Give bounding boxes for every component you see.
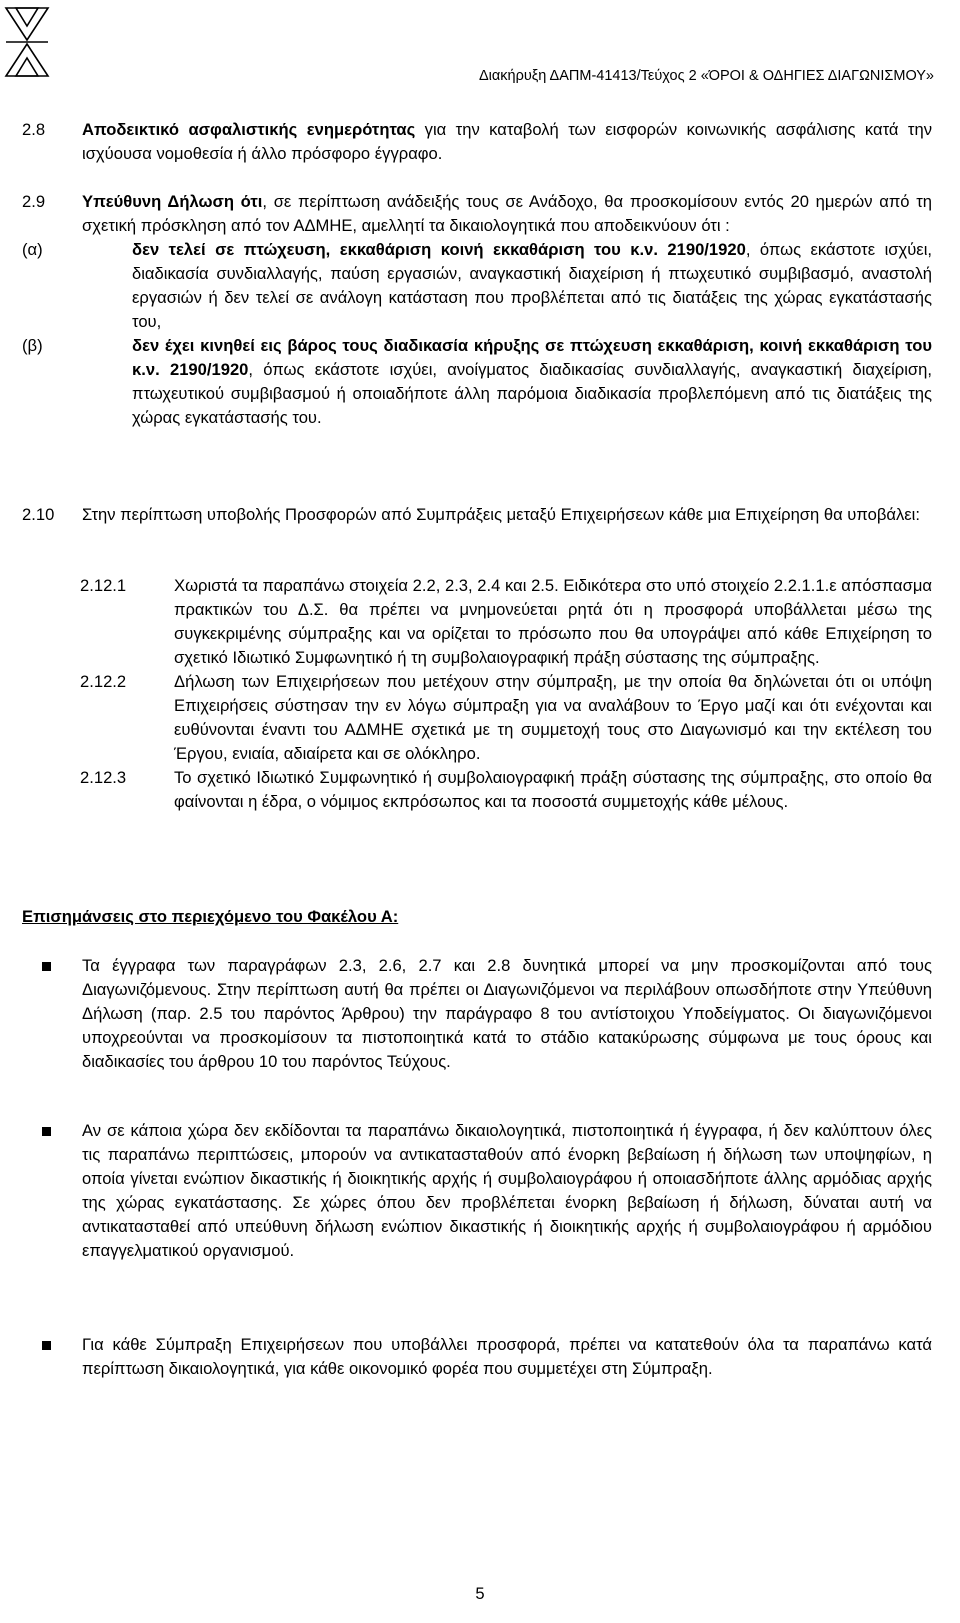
section-body xyxy=(82,190,932,238)
section-bold-title: Αποδεικτικό ασφαλιστικής ενημερότητας xyxy=(82,120,416,139)
item-a xyxy=(22,238,932,334)
notes-section xyxy=(22,905,932,929)
item-body xyxy=(132,238,932,334)
section-body: Στην περίπτωση υποβολής Προσφορών από Συμπράξεις μεταξύ Επιχειρήσεων κάθε μια Επιχείρηση θα υποβάλει: xyxy=(82,505,920,524)
subsection-list xyxy=(22,574,932,814)
page-number: 5 xyxy=(475,1584,485,1603)
bullet-1 xyxy=(22,954,932,1074)
bullet-text: Για κάθε Σύμπραξη Επιχειρήσεων που υποβάλλει προσφορά, πρέπει να κατατεθούν όλα τα παραπάνω κατά περίπτωση δικαιολογητικά, για κάθε οικονομικό φορέα που συμμετέχει στη Σύμπραξη. xyxy=(82,1335,932,1378)
item-text: , όπως εκάστοτε ισχύει, ανοίγματος διαδικασίας συνδιαλλαγής, αναγκαστική διαχείριση, πτωχευτικού συμβιβασμού ή οποιαδήποτε άλλη παρόμοια διαδικασία προβλεπόμενη από τις διατάξεις της χώρας εγκατάστασής του. xyxy=(132,360,932,427)
square-bullet-icon xyxy=(42,1127,51,1136)
item-label: (α) xyxy=(22,240,43,259)
bullet-text: Αν σε κάποια χώρα δεν εκδίδονται τα παραπάνω δικαιολογητικά, πιστοποιητικά ή έγγραφα, ή δεν καλύπτουν όλες τις παραπάνω περιπτώσεις, μπορούν να αντικατασταθούν από ένορκη βεβαίωση ή δήλωση των υποψηφίων, η οποία γίνεται ενώπιον δικαστικής ή διοικητικής αρχής ή συμβολαιογράφου ή οποιασδήποτε άλλης αρμόδιας αρχής της χώρας εγκατάστασης. Σε χώρες όπου δεν προβλέπεται ένορκη βεβαίωση ή δήλωση, δύναται αυτή να αντικατασταθεί από υπεύθυνη δήλωση ενώπιον δικαστικής ή διοικητικής αρχής ή συμβολαιογράφου ή αρμόδιου επαγγελματικού οργανισμού. xyxy=(82,1121,932,1260)
section-body xyxy=(82,118,932,166)
item-label: (β) xyxy=(22,336,43,355)
subsection-text: Το σχετικό Ιδιωτικό Συμφωνητικό ή συμβολαιογραφική πράξη σύστασης της σύμπραξης, στο οποίο θα φαίνονται η έδρα, ο νόμιμος εκπρόσωπος και τα ποσοστά συμμετοχής κάθε μέλους. xyxy=(174,768,932,811)
section-text: για την καταβολή των εισφορών κοινωνικής ασφάλισης κατά την ισχύουσα νομοθεσία ή άλλο πρόσφορο έγγραφο. xyxy=(82,120,932,163)
bullet-text: Τα έγγραφα των παραγράφων 2.3, 2.6, 2.7 και 2.8 δυνητικά μπορεί να μην προσκομίζονται από τους Διαγωνιζόμενους. Στην περίπτωση αυτή θα πρέπει οι Διαγωνιζόμενοι να περιλάβουν οπωσδήποτε στην Υπεύθυνη Δήλωση (παρ. 2.5 του παρόντος Άρθρου) την παράγραφο 8 του αντίστοιχου Υποδείγματος. Οι διαγωνιζόμενοι υποχρεούνται να προσκομίσουν τα πιστοποιητικά κατά το στάδιο κατακύρωσης σύμφωνα με τους όρους και διαδικασίες του άρθρου 10 του παρόντος Τεύχους. xyxy=(82,956,932,1071)
section-text: , σε περίπτωση ανάδειξής τους σε Ανάδοχο, θα προσκομίσουν εντός 20 ημερών από τη σχετική πρόσκληση από τον ΑΔΜΗΕ, αμελλητί τα δικαιολογητικά που αποδεικνύουν ότι : xyxy=(82,192,932,235)
subsection-2-12-1 xyxy=(22,574,932,670)
subsection-number: 2.12.1 xyxy=(80,576,127,595)
section-number: 2.9 xyxy=(22,192,46,211)
company-logo xyxy=(4,4,50,80)
square-bullet-icon xyxy=(42,962,51,971)
item-bold: δεν έχει κινηθεί εις βάρος τους διαδικασία κήρυξης σε πτώχευση εκκαθάριση, κοινή εκκαθάριση του κ.ν. 2190/1920 xyxy=(132,336,932,379)
section-number: 2.8 xyxy=(22,120,46,139)
section-number: 2.10 xyxy=(22,505,55,524)
square-bullet-icon xyxy=(42,1341,51,1350)
subsection-text: Δήλωση των Επιχειρήσεων που μετέχουν στην σύμπραξη, με την οποία θα δηλώνεται ότι οι υπόψη Επιχειρήσεις σύστησαν την εν λόγω σύμπραξη για να αναλάβουν το Έργο μαζί και ότι ενέχονται και ευθύνονται έναντι του ΑΔΜΗΕ σχετικά με τη συμμετοχή τους στο Διαγωνισμό και την εκτέλεση του Έργου, ενιαία, αδιαίρετα και σε ολόκληρο. xyxy=(174,672,932,763)
subsection-number: 2.12.3 xyxy=(80,768,127,787)
section-bold-title: Υπεύθυνη Δήλωση ότι xyxy=(82,192,263,211)
section-2-8 xyxy=(22,118,932,166)
notes-heading: Επισημάνσεις στο περιεχόμενο του Φακέλου Α: xyxy=(22,907,399,926)
item-b xyxy=(22,334,932,430)
bullet-3 xyxy=(22,1333,932,1381)
bullet-2 xyxy=(22,1119,932,1263)
item-body xyxy=(132,334,932,430)
document-header: Διακήρυξη ΔΑΠΜ-41413/Τεύχος 2 «ΌΡΟΙ & ΟΔΗΓΙΕΣ ΔΙΑΓΩΝΙΣΜΟΥ» xyxy=(478,68,934,84)
section-2-10 xyxy=(22,503,932,527)
subsection-2-12-2 xyxy=(22,670,932,766)
section-2-9 xyxy=(22,190,932,430)
subsection-number: 2.12.2 xyxy=(80,672,127,691)
item-text: , όπως εκάστοτε ισχύει, διαδικασία συνδιαλλαγής, παύση εργασιών, αναγκαστική διαχείριση ή πτωχευτικό συμβιβασμό, αναστολή εργασιών ή δεν τελεί σε ανάλογη κατάσταση που προβλέπεται από τις διατάξεις της χώρας εγκατάστασής του, xyxy=(132,240,932,331)
subsection-2-12-3 xyxy=(22,766,932,814)
item-bold: δεν τελεί σε πτώχευση, εκκαθάριση κοινή εκκαθάριση του κ.ν. 2190/1920 xyxy=(132,240,746,259)
subsection-text: Χωριστά τα παραπάνω στοιχεία 2.2, 2.3, 2.4 και 2.5. Ειδικότερα στο υπό στοιχείο 2.2.1.1.ε απόσπασμα πρακτικών του Δ.Σ. θα πρέπει να μνημονεύεται ρητά ότι η προσφορά υποβάλλεται μέσω της συγκεκριμένης σύμπραξης και να ορίζεται το πρόσωπο που θα υπογράψει από κάθε Επιχείρηση το σχετικό Ιδιωτικό Συμφωνητικό ή τη συμβολαιογραφική πράξη σύστασης της σύμπραξης. xyxy=(174,576,932,667)
